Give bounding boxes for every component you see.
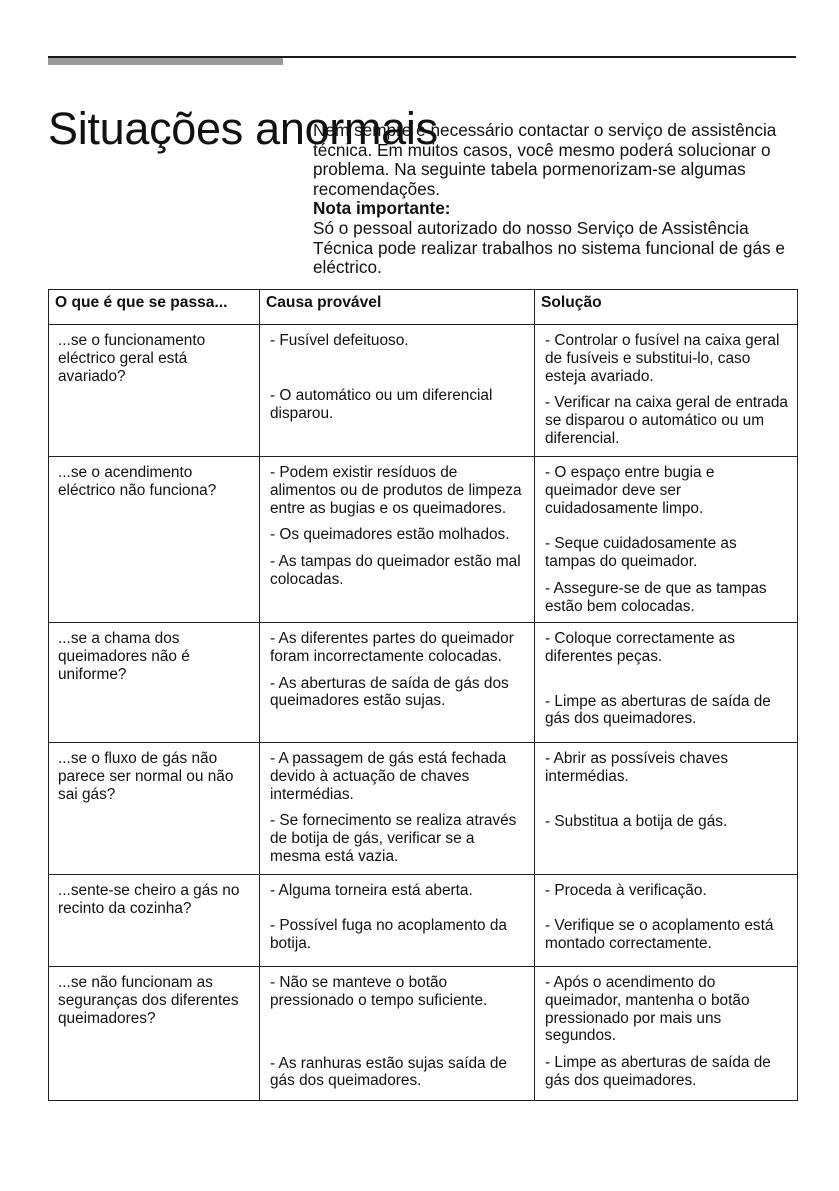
- cause-cell: [260, 457, 535, 623]
- solution-cell: [535, 743, 798, 875]
- cause-text: - Os queimadores estão molhados.: [270, 526, 510, 544]
- problem-text: ...sente-se cheiro a gás no recinto da cozinha?: [58, 882, 240, 917]
- cause-text: - As aberturas de saída de gás dos queimadores estão sujas.: [270, 674, 509, 710]
- problem-cell: [49, 325, 260, 457]
- solution-cell: [535, 967, 798, 1101]
- intro-section: [313, 121, 803, 278]
- header-cause: Causa provável: [260, 290, 535, 325]
- header-accent-bar: [48, 58, 283, 65]
- table-row: [49, 457, 798, 623]
- cause-cell: [260, 743, 535, 875]
- header-solution: Solução: [535, 290, 798, 325]
- table-row: [49, 623, 798, 743]
- solution-text: - Limpe as aberturas de saída de gás dos queimadores.: [545, 1054, 771, 1089]
- solution-text: - Limpe as aberturas de saída de gás dos queimadores.: [545, 692, 771, 728]
- cause-text: - As diferentes partes do queimador foram incorrectamente colocadas.: [270, 630, 514, 665]
- cause-cell: [260, 967, 535, 1101]
- problem-cell: [49, 623, 260, 743]
- cause-text: - O automático ou um diferencial disparou.: [270, 386, 493, 422]
- solution-text: - Controlar o fusível na caixa geral de fusíveis e substitui-lo, caso esteja avariado.: [545, 332, 780, 385]
- note-text: Só o pessoal autorizado do nosso Serviço de Assistência Técnica pode realizar trabalhos no sistema funcional de gás e eléctrico.: [313, 217, 785, 278]
- problem-cell: [49, 967, 260, 1101]
- cause-text: - Alguma torneira está aberta.: [270, 882, 473, 899]
- table-row: [49, 325, 798, 457]
- cause-text: - Possível fuga no acoplamento da botija.: [270, 916, 507, 952]
- solution-cell: [535, 623, 798, 743]
- solution-text: - Coloque correctamente as diferentes peças.: [545, 630, 735, 665]
- intro-paragraph: Nem sempre é necessário contactar o serviço de assistência técnica. Em muitos casos, você mesmo poderá solucionar o problema. Na seguinte tabela pormenorizam-se algumas recomendações.: [313, 120, 777, 199]
- cause-text: - As tampas do queimador estão mal colocadas.: [270, 553, 521, 588]
- solution-text: - Seque cuidadosamente as tampas do queimador.: [545, 535, 737, 571]
- cause-text: - Não se manteve o botão pressionado o tempo suficiente.: [270, 974, 488, 1009]
- cause-cell: [260, 875, 535, 967]
- problem-text: ...se o funcionamento eléctrico geral está avariado?: [58, 332, 206, 385]
- troubleshooting-table: [48, 289, 798, 1101]
- problem-text: ...se não funcionam as seguranças dos diferentes queimadores?: [58, 974, 239, 1027]
- table-row: [49, 967, 798, 1101]
- cause-text: - Se fornecimento se realiza através de botija de gás, verificar se a mesma está vazia.: [270, 812, 517, 865]
- cause-text: - Podem existir resíduos de alimentos ou de produtos de limpeza entre as bugias e os queimadores.: [270, 464, 522, 517]
- cause-text: - Fusível defeituoso.: [270, 332, 409, 349]
- problem-cell: [49, 875, 260, 967]
- note-title: Nota importante:: [313, 198, 451, 219]
- table-header-row: [49, 290, 798, 325]
- cause-text: - As ranhuras estão sujas saída de gás dos queimadores.: [270, 1054, 507, 1090]
- cause-text: - A passagem de gás está fechada devido à actuação de chaves intermédias.: [270, 750, 507, 803]
- table-row: [49, 743, 798, 875]
- solution-text: - Abrir as possíveis chaves intermédias.: [545, 750, 729, 785]
- page-title: Situações anormais: [48, 103, 438, 155]
- solution-text: - Verifique se o acoplamento está montado correctamente.: [545, 916, 774, 952]
- solution-cell: [535, 875, 798, 967]
- problem-text: ...se a chama dos queimadores não é uniforme?: [58, 630, 190, 683]
- solution-cell: [535, 457, 798, 623]
- solution-text: - Proceda à verificação.: [545, 882, 707, 899]
- problem-text: ...se o fluxo de gás não parece ser normal ou não sai gás?: [58, 750, 234, 803]
- problem-cell: [49, 457, 260, 623]
- cause-cell: [260, 325, 535, 457]
- solution-text: - Substitua a botija de gás.: [545, 812, 728, 830]
- solution-text: - Verificar na caixa geral de entrada se disparou o automático ou um diferencial.: [545, 394, 788, 447]
- solution-text: - Assegure-se de que as tampas estão bem colocadas.: [545, 579, 767, 615]
- problem-cell: [49, 743, 260, 875]
- solution-text: - Após o acendimento do queimador, mantenha o botão pressionado por mais uns segundos.: [545, 974, 750, 1045]
- problem-text: ...se o acendimento eléctrico não funciona?: [58, 464, 217, 499]
- header-problem: O que é que se passa...: [49, 290, 260, 325]
- solution-cell: [535, 325, 798, 457]
- table-row: [49, 875, 798, 967]
- cause-cell: [260, 623, 535, 743]
- solution-text: - O espaço entre bugia e queimador deve ser cuidadosamente limpo.: [545, 464, 715, 517]
